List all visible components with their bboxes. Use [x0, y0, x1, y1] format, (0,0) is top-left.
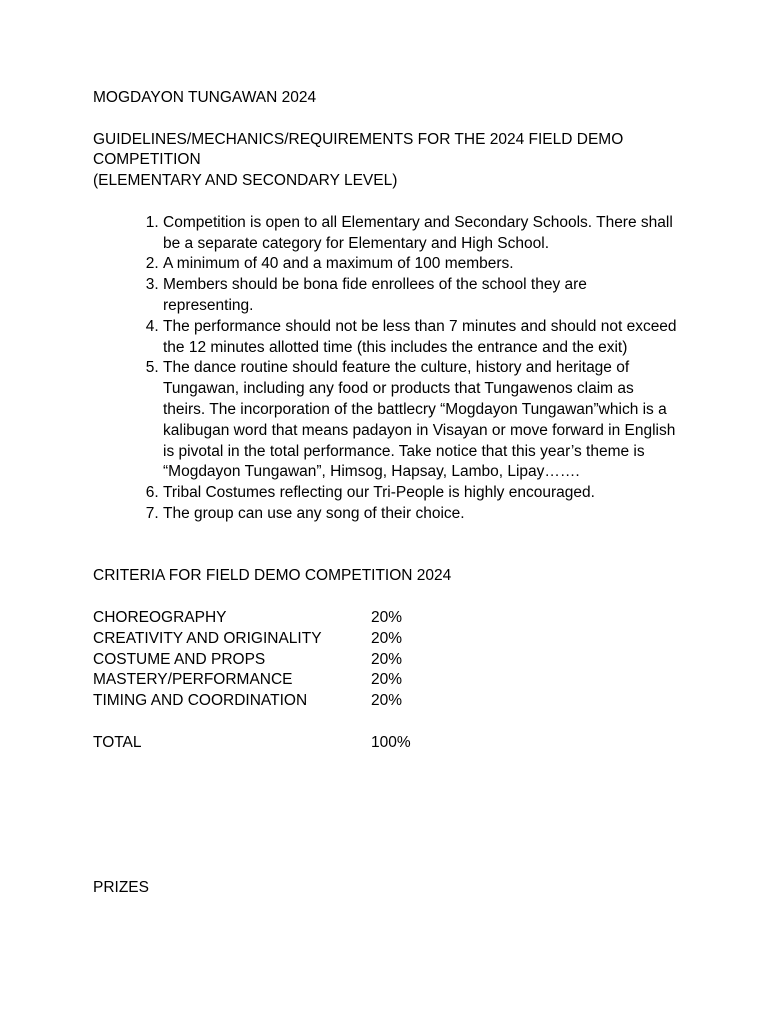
document-title: MOGDAYON TUNGAWAN 2024 [93, 89, 317, 106]
prizes-heading: PRIZES [93, 879, 149, 897]
criteria-name: TIMING AND COORDINATION [93, 692, 308, 710]
total-row [93, 733, 678, 754]
level-subheading: (ELEMENTARY AND SECONDARY LEVEL) [93, 172, 398, 190]
criteria-name: CREATIVITY AND ORIGINALITY [93, 629, 322, 647]
criteria-percent: 20% [371, 692, 403, 710]
total-label: TOTAL [93, 733, 142, 751]
rule-item: 2. A minimum of 40 and a maximum of 100 members. [163, 254, 678, 275]
rule-item: 7. The group can use any song of their choice. [163, 504, 678, 525]
rule-item: 4. The performance should not be less than 7 minutes and should not exceed the 12 minutes allotted time (this includes the entrance and the exit) [163, 317, 678, 359]
criteria-name: MASTERY/PERFORMANCE [93, 671, 293, 689]
criteria-row [93, 691, 678, 712]
rule-item: 1. Competition is open to all Elementary and Secondary Schools. There shall be a separate category for Elementary and High School. [163, 213, 678, 255]
criteria-row [93, 629, 678, 650]
criteria-percent: 20% [371, 629, 403, 647]
criteria-percent: 20% [371, 650, 403, 668]
criteria-heading: CRITERIA FOR FIELD DEMO COMPETITION 2024 [93, 567, 452, 585]
blank-line [93, 109, 678, 130]
document-body [93, 88, 678, 899]
blank-line [93, 858, 678, 879]
criteria-name: CHOREOGRAPHY [93, 608, 227, 626]
rule-item: 6. Tribal Costumes reflecting our Tri-People is highly encouraged. [163, 483, 678, 504]
criteria-percent: 20% [371, 608, 403, 626]
criteria-percent: 20% [371, 671, 403, 689]
rule-item: 3. Members should be bona fide enrollees of the school they are representing. [163, 275, 678, 317]
criteria-row [93, 670, 678, 691]
rule-item: 5. The dance routine should feature the culture, history and heritage of Tungawan, including any food or products that Tungawenos claim as theirs. The incorporation of the battlecry “Mogdayon Tungawan”which is a kalibugan word that means padayon in Visayan or move forward in English is pivotal in the total performance. Take notice that this year’s theme is “Mogdayon Tungawan”, Himsog, Hapsay, Lambo, Lipay……. [163, 358, 678, 483]
rules-list [93, 213, 678, 525]
blank-line [93, 587, 678, 608]
criteria-row [93, 650, 678, 671]
blank-line [93, 192, 678, 213]
blank-line [93, 525, 678, 567]
total-percent: 100% [371, 733, 411, 751]
criteria-row [93, 608, 678, 629]
blank-lines [93, 754, 678, 858]
criteria-name: COSTUME AND PROPS [93, 650, 266, 668]
blank-line [93, 712, 678, 733]
guidelines-heading: GUIDELINES/MECHANICS/REQUIREMENTS FOR THE 2024 FIELD DEMO COMPETITION [93, 130, 624, 169]
